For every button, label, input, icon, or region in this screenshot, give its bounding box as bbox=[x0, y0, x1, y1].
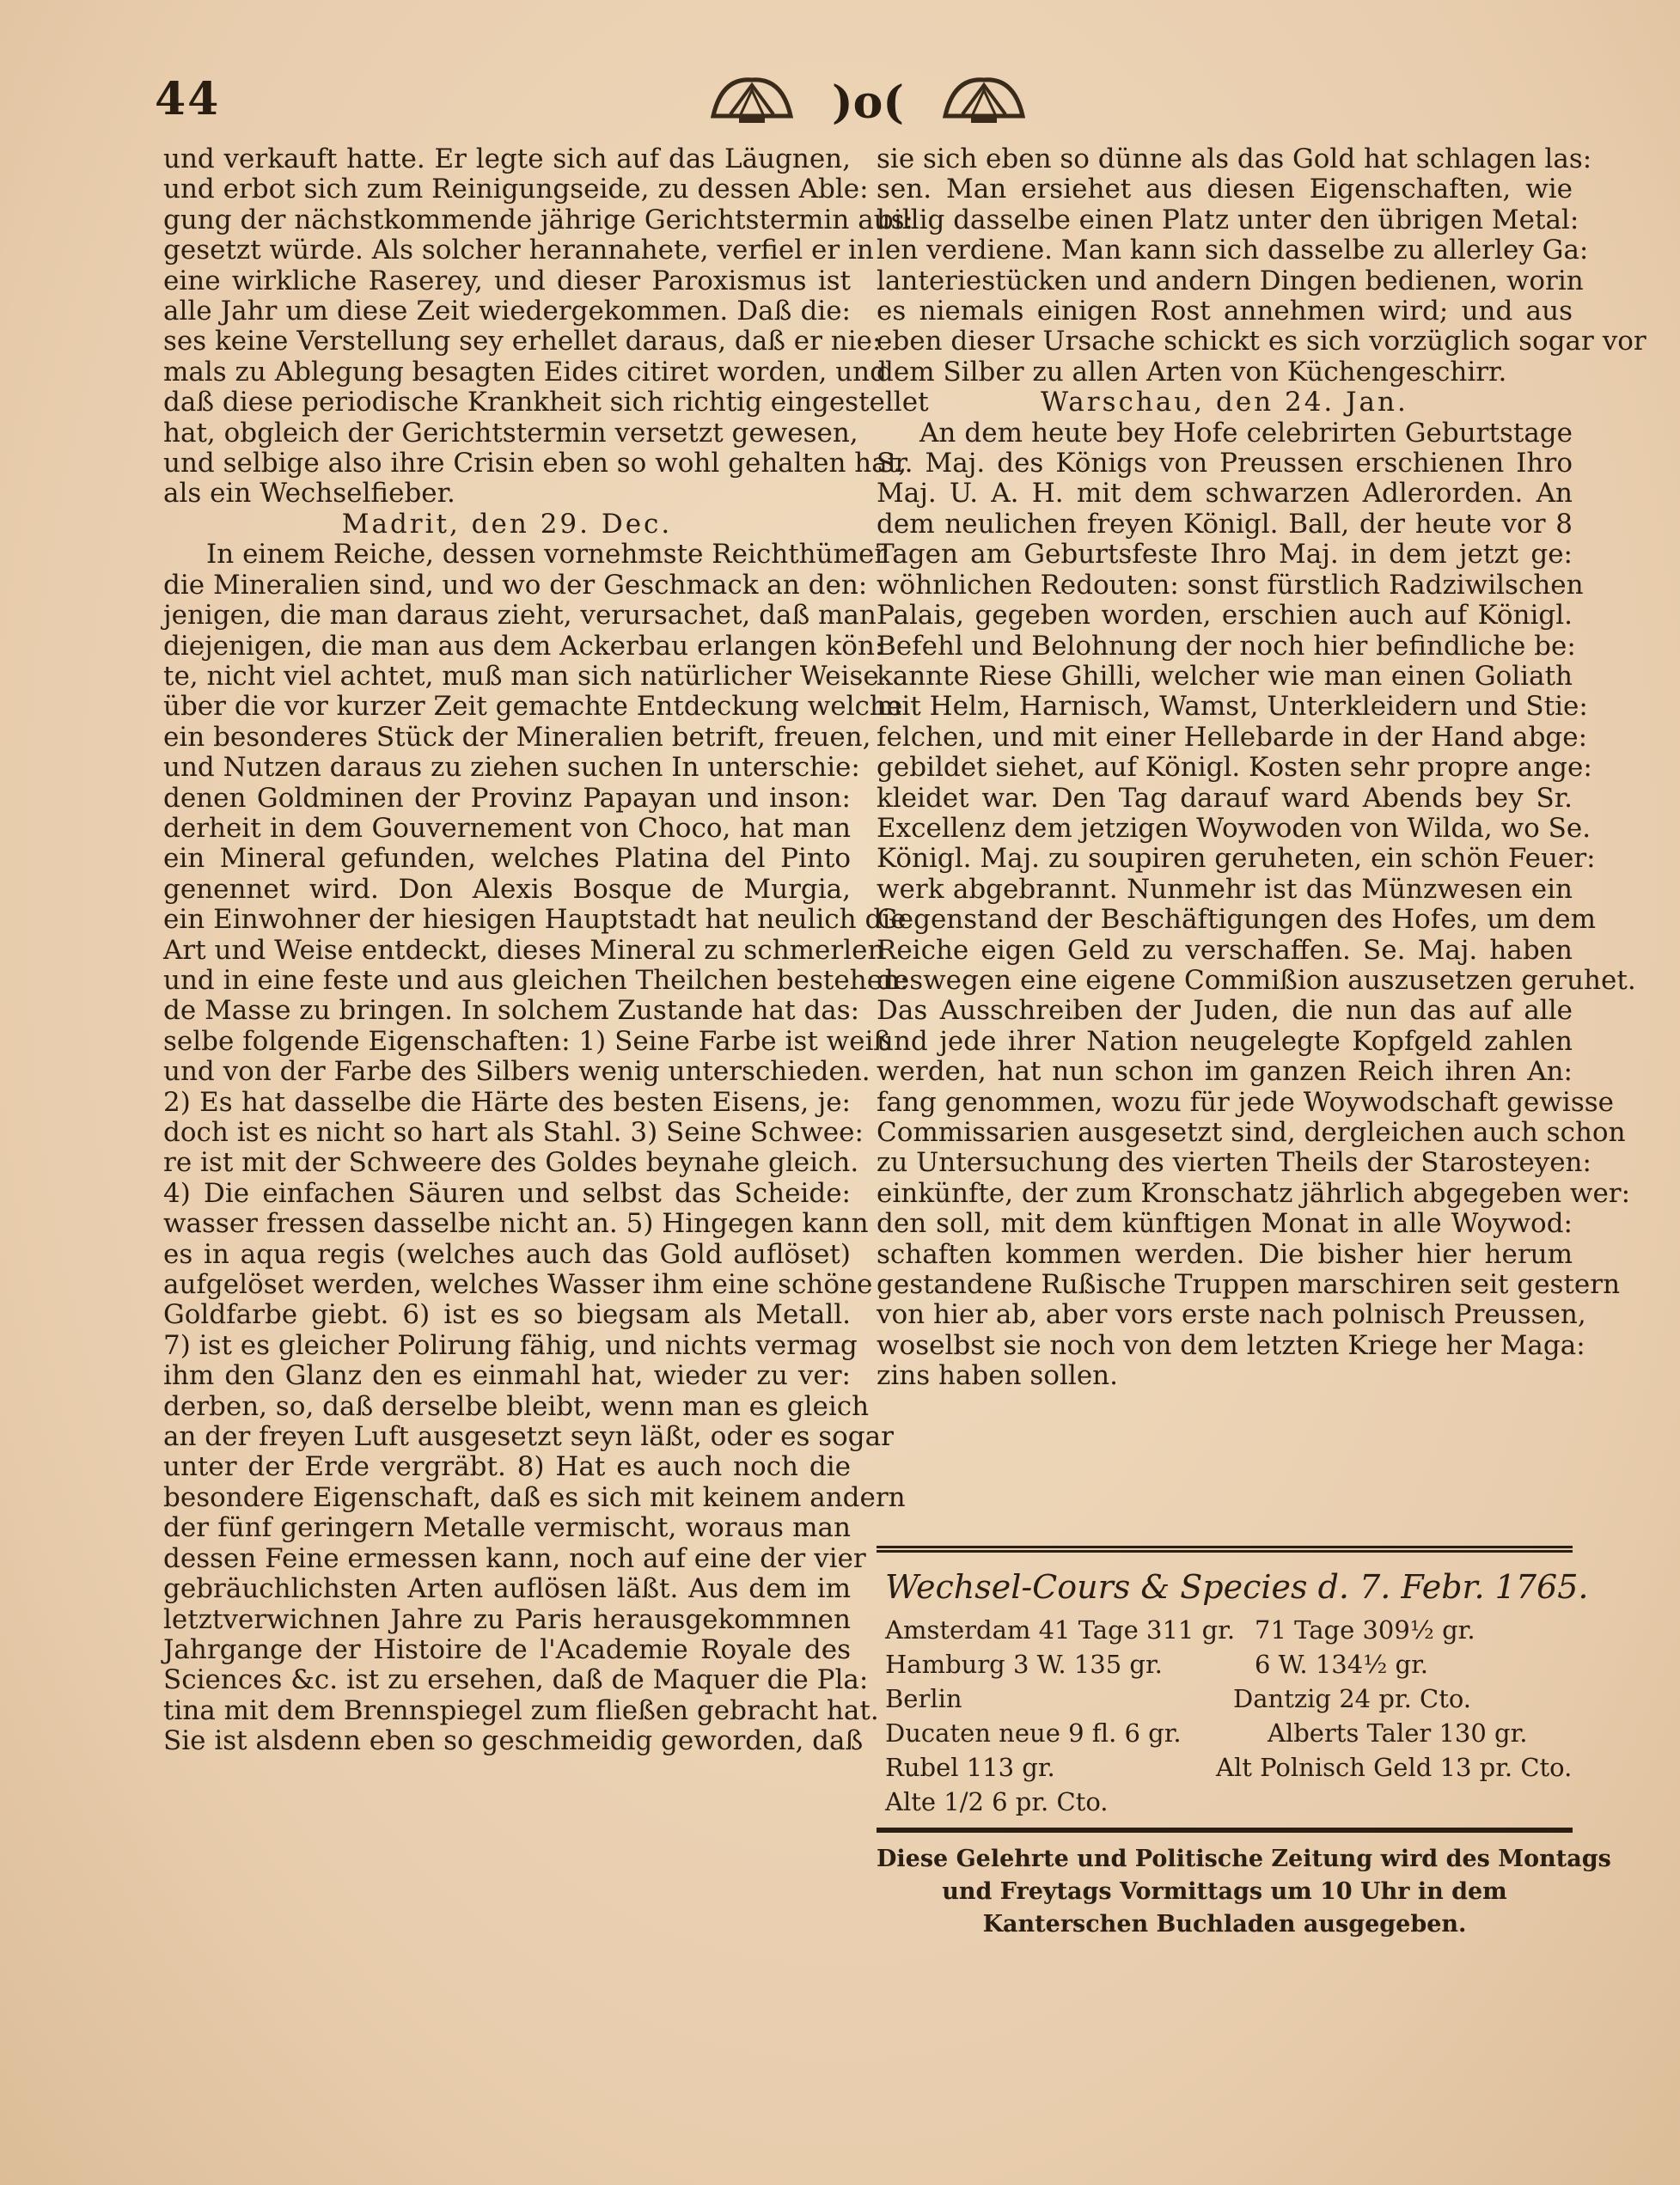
text-line: gung der nächstkommende jährige Gerichtstermin aus: bbox=[163, 204, 913, 235]
text-line: letztverwichnen Jahre zu Paris herausgekommnen bbox=[163, 1603, 851, 1635]
exchange-rates-table bbox=[885, 1568, 1589, 1817]
text-line: In einem Reiche, dessen vornehmste Reichthümer bbox=[206, 539, 888, 571]
text-line: An dem heute bey Hofe celebrirten Geburtstage bbox=[919, 417, 1573, 449]
text-line: werden, hat nun schon im ganzen Reich ihren An: bbox=[877, 1056, 1573, 1088]
text-line: derben, so, daß derselbe bleibt, wenn man es gleich bbox=[163, 1390, 870, 1422]
text-line: Palais, gegeben worden, erschien auch auf Königl. bbox=[877, 600, 1573, 632]
page-number: 44 bbox=[155, 73, 221, 125]
text-line: als ein Wechselfieber. bbox=[163, 478, 455, 510]
text-line: kleidet war. Den Tag darauf ward Abends bey Sr. bbox=[877, 782, 1573, 814]
right-article-warschau bbox=[877, 417, 1636, 1392]
exchange-row-right: Alt Polnisch Geld 13 pr. Cto. bbox=[1216, 1753, 1573, 1782]
text-line: Gegenstand der Beschäftigungen des Hofes, um dem bbox=[877, 904, 1596, 936]
text-line: an der freyen Luft ausgesetzt seyn läßt, oder es sogar bbox=[163, 1421, 894, 1453]
text-line: und verkauft hatte. Er legte sich auf das Läugnen, bbox=[163, 143, 851, 174]
text-line: und jede ihrer Nation neugelegte Kopfgeld zahlen bbox=[877, 1025, 1573, 1057]
notice-line: und Freytags Vormittags um 10 Uhr in dem bbox=[942, 1878, 1507, 1905]
text-line: Jahrgange der Histoire de l'Academie Royale des bbox=[163, 1633, 851, 1665]
text-line: Maj. U. A. H. mit dem schwarzen Adlerorden. An bbox=[877, 478, 1573, 510]
exchange-row-right: 6 W. 134½ gr. bbox=[1255, 1650, 1428, 1679]
text-line: und erbot sich zum Reinigungseide, zu dessen Able: bbox=[163, 174, 869, 205]
text-line: gesetzt würde. Als solcher herannahete, verfiel er in bbox=[163, 235, 874, 266]
text-line: mals zu Ablegung besagten Eides citiret worden, und bbox=[163, 356, 887, 388]
text-line: felchen, und mit einer Hellebarde in der Hand abge: bbox=[877, 721, 1588, 753]
text-line: kannte Riese Ghilli, welcher wie man einen Goliath bbox=[877, 660, 1573, 692]
text-line: Tagen am Geburtsfeste Ihro Maj. in dem jetzt ge: bbox=[877, 539, 1573, 571]
text-line: wasser fressen dasselbe nicht an. 5) Hingegen kann bbox=[163, 1208, 869, 1240]
text-line: ses keine Verstellung sey erhellet daraus, daß er nie: bbox=[163, 326, 882, 357]
text-line: te, nicht viel achtet, muß man sich natürlicher Weise bbox=[163, 660, 879, 692]
text-line: lanteriestücken und andern Dingen bedienen, worin bbox=[877, 265, 1584, 296]
text-line: de Masse zu bringen. In solchem Zustande hat das: bbox=[163, 995, 860, 1027]
text-line: und in eine feste und aus gleichen Theilchen bestehen: bbox=[163, 964, 909, 996]
text-line: gebräuchlichsten Arten auflösen läßt. Aus dem im bbox=[163, 1573, 851, 1605]
text-line: Reiche eigen Geld zu verschaffen. Se. Maj. haben bbox=[877, 934, 1573, 966]
text-line: eine wirkliche Raserey, und dieser Paroxismus ist bbox=[163, 265, 851, 296]
text-line: jenigen, die man daraus zieht, verursachet, daß man bbox=[163, 600, 877, 632]
exchange-row-right: Dantzig 24 pr. Cto. bbox=[1233, 1684, 1472, 1713]
text-line: die Mineralien sind, und wo der Geschmack an den: bbox=[163, 569, 868, 601]
text-line: alle Jahr um diese Zeit wiedergekommen. Daß die: bbox=[163, 296, 851, 327]
text-line: Sciences &c. ist zu ersehen, daß de Maquer die Pla: bbox=[163, 1664, 869, 1696]
text-line: den soll, mit dem künftigen Monat in alle Woywod: bbox=[877, 1208, 1573, 1240]
text-line: Befehl und Belohnung der noch hier befindliche be: bbox=[877, 630, 1576, 662]
text-line: einkünfte, der zum Kronschatz jährlich abgegeben wer: bbox=[877, 1177, 1631, 1209]
text-line: hat, obgleich der Gerichtstermin versetzt gewesen, bbox=[163, 417, 858, 449]
shell-ornament-right-icon bbox=[945, 80, 1023, 123]
header-ornament bbox=[687, 73, 1048, 133]
text-line: diejenigen, die man aus dem Ackerbau erlangen kön: bbox=[163, 630, 884, 662]
text-line: Das Ausschreiben der Juden, die nun das auf alle bbox=[877, 995, 1573, 1027]
text-line: re ist mit der Schweere des Goldes beynahe gleich. bbox=[163, 1147, 859, 1179]
text-line: über die vor kurzer Zeit gemachte Entdeckung welche bbox=[163, 691, 903, 723]
text-line: zins haben sollen. bbox=[877, 1360, 1118, 1392]
text-line: Goldfarbe giebt. 6) ist es so biegsam als Metall. bbox=[163, 1299, 851, 1331]
text-line: wöhnlichen Redouten: sonst fürstlich Radziwilschen bbox=[877, 569, 1584, 601]
exchange-row-left: Amsterdam 41 Tage 311 gr. bbox=[885, 1615, 1236, 1645]
exchange-row-right: Alberts Taler 130 gr. bbox=[1268, 1718, 1528, 1748]
text-line: dem neulichen freyen Königl. Ball, der heute vor 8 bbox=[877, 508, 1573, 540]
text-line: billig dasselbe einen Platz unter den übrigen Metal: bbox=[877, 204, 1579, 235]
text-line: es in aqua regis (welches auch das Gold auflöset) bbox=[163, 1238, 851, 1270]
text-line: aufgelöset werden, welches Wasser ihm eine schöne bbox=[163, 1269, 873, 1301]
text-line: Sr. Maj. des Königs von Preussen erschienen Ihro bbox=[877, 448, 1573, 479]
text-line: besondere Eigenschaft, daß es sich mit keinem andern bbox=[163, 1481, 906, 1513]
text-line: werk abgebrannt. Nunmehr ist das Münzwesen ein bbox=[877, 873, 1573, 905]
text-line: sen. Man ersiehet aus diesen Eigenschaften, wie bbox=[877, 174, 1573, 205]
text-line: len verdiene. Man kann sich dasselbe zu allerley Ga: bbox=[877, 235, 1589, 266]
text-line: 4) Die einfachen Säuren und selbst das Scheide: bbox=[163, 1177, 851, 1209]
text-line: gebildet siehet, auf Königl. Kosten sehr propre ange: bbox=[877, 752, 1592, 784]
dateline-warschau: Warschau, den 24. Jan. bbox=[1041, 387, 1408, 418]
shell-ornament-left-icon bbox=[713, 80, 791, 123]
text-line: von hier ab, aber vors erste nach polnisch Preussen, bbox=[877, 1299, 1586, 1331]
text-line: daß diese periodische Krankheit sich richtig eingestellet bbox=[163, 387, 929, 418]
text-line: denen Goldminen der Provinz Papayan und inson: bbox=[163, 782, 851, 814]
exchange-row-left: Rubel 113 gr. bbox=[885, 1753, 1055, 1782]
right-article-continuation bbox=[877, 143, 1646, 388]
text-line: Commissarien ausgesetzt sind, dergleichen auch schon bbox=[877, 1117, 1626, 1148]
publication-notice bbox=[877, 1843, 1611, 1941]
text-line: 2) Es hat dasselbe die Härte des besten Eisens, je: bbox=[163, 1086, 851, 1118]
text-line: selbe folgende Eigenschaften: 1) Seine Farbe ist weiß bbox=[163, 1025, 892, 1057]
text-line: ein besonderes Stück der Mineralien betrift, freuen, bbox=[163, 721, 871, 753]
footer-divider-rule bbox=[877, 1826, 1573, 1836]
text-line: Königl. Maj. zu soupiren geruheten, ein schön Feuer: bbox=[877, 843, 1596, 875]
text-line: dessen Feine ermessen kann, noch auf eine der vier bbox=[163, 1542, 866, 1574]
text-line: deswegen eine eigene Commißion auszusetzen geruhet. bbox=[877, 964, 1636, 996]
left-article-madrit bbox=[163, 539, 909, 1757]
text-line: 7) ist es gleicher Polirung fähig, und nichts vermag bbox=[163, 1329, 858, 1361]
text-line: Excellenz dem jetzigen Woywoden von Wilda, wo Se. bbox=[877, 812, 1591, 844]
exchange-row-right: 71 Tage 309½ gr. bbox=[1255, 1615, 1475, 1645]
exchange-row-left: Alte 1/2 6 pr. Cto. bbox=[885, 1787, 1109, 1816]
text-line: und selbige also ihre Crisin eben so wohl gehalten hat, bbox=[163, 448, 907, 479]
text-line: es niemals einigen Rost annehmen wird; und aus bbox=[877, 296, 1573, 327]
text-line: sie sich eben so dünne als das Gold hat schlagen las: bbox=[877, 143, 1592, 174]
text-line: Sie ist alsdenn eben so geschmeidig geworden, daß bbox=[163, 1725, 864, 1757]
dateline-madrit: Madrit, den 29. Dec. bbox=[341, 508, 673, 540]
exchange-title: Wechsel-Cours & Species d. 7. Febr. 1765. bbox=[885, 1568, 1589, 1606]
text-line: derheit in dem Gouvernement von Choco, hat man bbox=[163, 812, 851, 844]
text-line: schaften kommen werden. Die bisher hier herum bbox=[877, 1238, 1573, 1270]
text-line: fang genommen, wozu für jede Woywodschaft gewisse bbox=[877, 1086, 1614, 1118]
text-line: zu Untersuchung des vierten Theils der Starosteyen: bbox=[877, 1147, 1591, 1179]
text-line: und Nutzen daraus zu ziehen suchen In unterschie: bbox=[163, 752, 860, 784]
text-line: genennet wird. Don Alexis Bosque de Murgia, bbox=[163, 873, 851, 905]
text-line: ein Einwohner der hiesigen Hauptstadt hat neulich die bbox=[163, 904, 907, 936]
text-line: unter der Erde vergräbt. 8) Hat es auch noch die bbox=[163, 1451, 851, 1483]
exchange-row-left: Ducaten neue 9 fl. 6 gr. bbox=[885, 1718, 1182, 1748]
text-line: gestandene Rußische Truppen marschiren seit gestern bbox=[877, 1269, 1621, 1301]
right-column bbox=[877, 143, 1646, 1392]
center-ornament: )o( bbox=[832, 76, 904, 129]
text-line: mit Helm, Harnisch, Wamst, Unterkleidern und Stie: bbox=[877, 691, 1588, 723]
text-line: woselbst sie noch von dem letzten Kriege her Maga: bbox=[877, 1329, 1585, 1361]
exchange-row-left: Hamburg 3 W. 135 gr. bbox=[885, 1650, 1163, 1679]
text-line: und von der Farbe des Silbers wenig unterschieden. bbox=[163, 1056, 871, 1088]
text-line: doch ist es nicht so hart als Stahl. 3) Seine Schwee: bbox=[163, 1117, 864, 1148]
text-line: tina mit dem Brennspiegel zum fließen gebracht hat. bbox=[163, 1694, 879, 1726]
notice-line: Kanterschen Buchladen ausgegeben. bbox=[982, 1911, 1467, 1938]
left-article-continuation bbox=[163, 143, 929, 510]
section-divider-rule bbox=[877, 1544, 1573, 1554]
text-line: eben dieser Ursache schickt es sich vorzüglich sogar vor bbox=[877, 326, 1646, 357]
text-line: ihm den Glanz den es einmahl hat, wieder zu ver: bbox=[163, 1360, 851, 1392]
exchange-row-left: Berlin bbox=[885, 1684, 962, 1713]
text-line: dem Silber zu allen Arten von Küchengeschirr. bbox=[877, 356, 1507, 388]
text-line: der fünf geringern Metalle vermischt, woraus man bbox=[163, 1512, 851, 1544]
notice-line: Diese Gelehrte und Politische Zeitung wird des Montags bbox=[877, 1846, 1611, 1872]
text-line: ein Mineral gefunden, welches Platina del Pinto bbox=[163, 843, 851, 875]
text-line: Art und Weise entdeckt, dieses Mineral zu schmerlen bbox=[163, 934, 885, 966]
page-header bbox=[155, 73, 1581, 142]
